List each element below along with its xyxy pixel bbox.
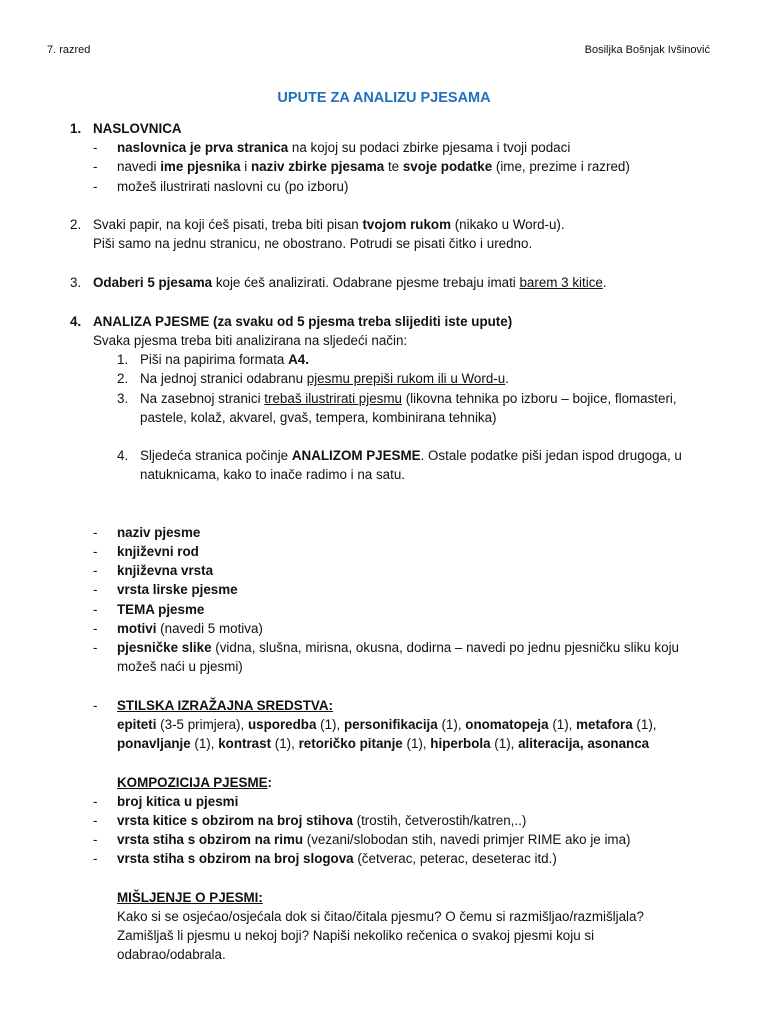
list-item-cont: možeš naći u pjesmi): [117, 659, 243, 674]
dash: -: [93, 698, 98, 713]
s2-number: 2.: [70, 217, 82, 232]
s4-heading: ANALIZA PJESME (za svaku od 5 pjesma treba slijediti iste upute): [93, 314, 513, 329]
dash: -: [93, 582, 98, 597]
s4-number: 4.: [70, 314, 82, 329]
s1-heading: NASLOVNICA: [93, 121, 182, 136]
dash: -: [93, 851, 98, 866]
s4-item-4-cont: natuknicama, kako to inače radimo i na satu.: [140, 467, 405, 482]
s1-bullet-1: naslovnica je prva stranica na kojoj su podaci zbirke pjesama i tvoji podaci: [117, 140, 571, 155]
kompozicija-heading: KOMPOZICIJA PJESME:: [117, 775, 273, 790]
list-item: pjesničke slike (vidna, slušna, mirisna, okusna, dodirna – navedi po jednu pjesničku sliku koju: [117, 640, 679, 655]
dash: -: [93, 813, 98, 828]
list-item: naziv pjesme: [117, 525, 201, 540]
dash: -: [93, 179, 98, 194]
s4-item-2: Na jednoj stranici odabranu pjesmu prepiši rukom ili u Word-u.: [140, 371, 509, 386]
list-item: motivi (navedi 5 motiva): [117, 621, 263, 636]
kompozicija-item: broj kitica u pjesmi: [117, 794, 239, 809]
dash: -: [93, 832, 98, 847]
s4-item-1: Piši na papirima formata A4.: [140, 352, 309, 367]
misljenje-line-1: Kako si se osjećao/osjećala dok si čitao/čitala pjesmu? O čemu si razmišljao/razmišljala?: [117, 909, 644, 924]
s1-bullet-3: možeš ilustrirati naslovni cu (po izboru): [117, 179, 349, 194]
s4-item-3-cont: pastele, kolaž, akvarel, gvaš, tempera, kombinirana tehnika): [140, 410, 497, 425]
list-item: književni rod: [117, 544, 199, 559]
s4-item-number: 2.: [117, 371, 129, 386]
s3-number: 3.: [70, 275, 82, 290]
s1-number: 1.: [70, 121, 82, 136]
misljenje-heading: MIŠLJENJE O PJESMI:: [117, 890, 263, 905]
dash: -: [93, 640, 98, 655]
s2-line-2: Piši samo na jednu stranicu, ne obostrano. Potrudi se pisati čitko i uredno.: [93, 236, 533, 251]
dash: -: [93, 544, 98, 559]
s4-item-number: 4.: [117, 448, 129, 463]
s4-item-number: 1.: [117, 352, 129, 367]
dash: -: [93, 159, 98, 174]
stilska-row-2: ponavljanje (1), kontrast (1), retoričko pitanje (1), hiperbola (1), aliteracija, asonanca: [117, 736, 650, 751]
stilska-heading: STILSKA IZRAŽAJNA SREDSTVA:: [117, 698, 333, 713]
dash: -: [93, 602, 98, 617]
s4-item-4: Sljedeća stranica počinje ANALIZOM PJESME. Ostale podatke piši jedan ispod drugoga, u: [140, 448, 682, 463]
header-class: 7. razred: [47, 44, 91, 56]
dash: -: [93, 794, 98, 809]
dash: -: [93, 563, 98, 578]
dash: -: [93, 621, 98, 636]
kompozicija-item: vrsta stiha s obzirom na rimu (vezani/slobodan stih, navedi primjer RIME ako je ima): [117, 832, 631, 847]
dash: -: [93, 140, 98, 155]
stilska-row-1: epiteti (3-5 primjera), usporedba (1), personifikacija (1), onomatopeja (1), metafora (1),: [117, 717, 657, 732]
header-author: Bosiljka Bošnjak Ivšinović: [584, 44, 710, 56]
document-title: UPUTE ZA ANALIZU PJESAMA: [277, 90, 491, 106]
kompozicija-item: vrsta stiha s obzirom na broj slogova (četverac, peterac, deseterac itd.): [117, 851, 557, 866]
misljenje-line-3: odabrao/odabrala.: [117, 947, 226, 962]
s1-bullet-2: navedi ime pjesnika i naziv zbirke pjesama te svoje podatke (ime, prezime i razred): [117, 159, 630, 174]
s2-line-1: Svaki papir, na koji ćeš pisati, treba biti pisan tvojom rukom (nikako u Word-u).: [93, 217, 565, 232]
list-item: književna vrsta: [117, 563, 214, 578]
list-item: vrsta lirske pjesme: [117, 582, 238, 597]
kompozicija-item: vrsta kitice s obzirom na broj stihova (trostih, četverostih/katren,..): [117, 813, 527, 828]
s3-line: Odaberi 5 pjesama koje ćeš analizirati. Odabrane pjesme trebaju imati barem 3 kitice.: [93, 275, 607, 290]
misljenje-line-2: Zamišljaš li pjesmu u nekoj boji? Napiši nekoliko rečenica o svakoj pjesmi koju si: [117, 928, 595, 943]
dash: -: [93, 525, 98, 540]
list-item: TEMA pjesme: [117, 602, 205, 617]
s4-item-3: Na zasebnoj stranici trebaš ilustrirati pjesmu (likovna tehnika po izboru – bojice, flomasteri,: [140, 391, 677, 406]
s4-intro: Svaka pjesma treba biti analizirana na sljedeći način:: [93, 333, 408, 348]
s4-item-number: 3.: [117, 391, 129, 406]
